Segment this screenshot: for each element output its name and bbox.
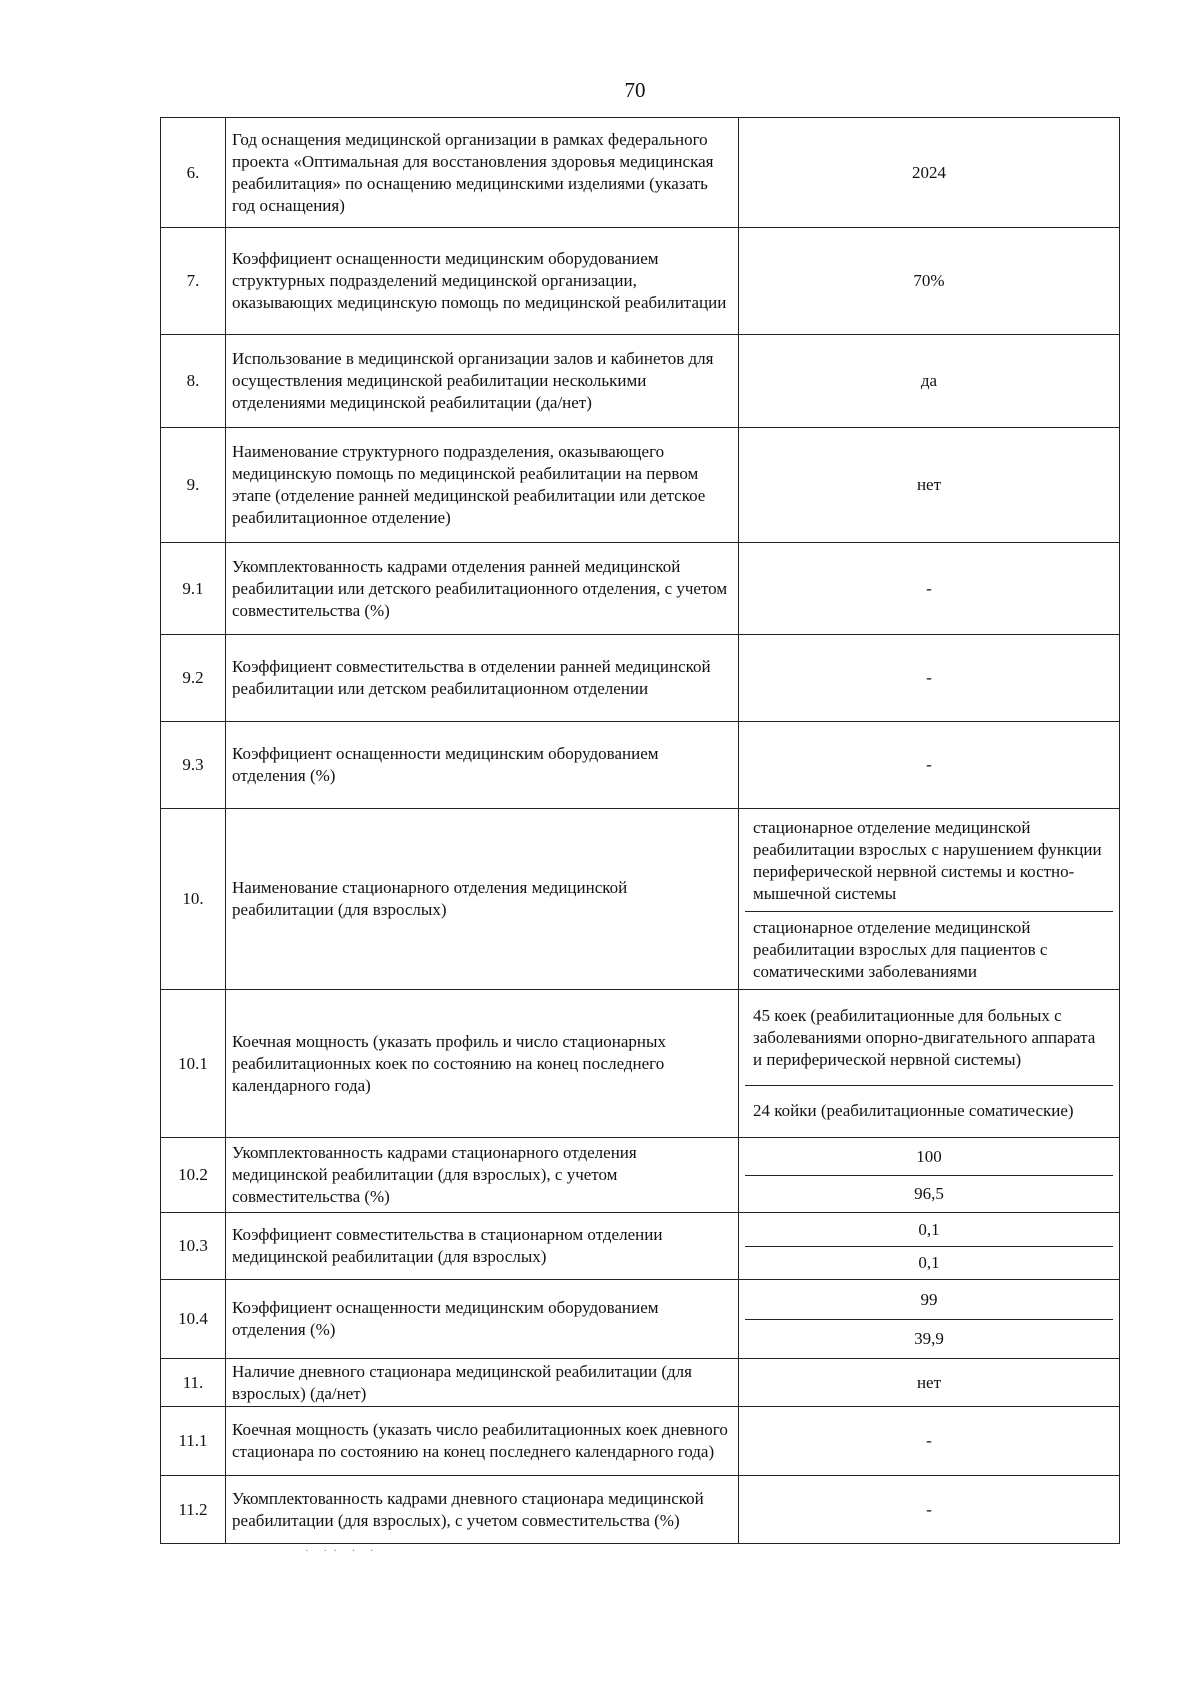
scan-artifact: · ·· · · bbox=[305, 1545, 380, 1557]
table-row bbox=[161, 335, 1120, 428]
table-row bbox=[161, 1280, 1120, 1359]
table-row bbox=[161, 1359, 1120, 1407]
table-row bbox=[161, 1407, 1120, 1476]
row-number: 10.2 bbox=[161, 1138, 226, 1213]
table-row bbox=[161, 543, 1120, 635]
row-values bbox=[739, 1213, 1120, 1280]
row-value: 45 коек (реабилитационные для больных с заболеваниями опорно-двигательного аппарата и периферической нервной системы) bbox=[753, 1006, 1096, 1069]
page-number: 70 bbox=[624, 78, 646, 102]
row-description: Год оснащения медицинской организации в рамках федерального проекта «Оптимальная для восстановления здоровья медицинская реабилитация» по оснащению медицинскими изделиями (указать год оснащения) bbox=[226, 118, 739, 228]
row-number: 9.1 bbox=[161, 543, 226, 635]
row-value: нет bbox=[739, 1359, 1120, 1407]
row-description: Коэффициент оснащенности медицинским оборудованием отделения (%) bbox=[226, 1280, 739, 1359]
row-value: 2024 bbox=[739, 118, 1120, 228]
row-value: 99 bbox=[920, 1290, 938, 1309]
row-number: 11.1 bbox=[161, 1407, 226, 1476]
row-number: 8. bbox=[161, 335, 226, 428]
row-value: стационарное отделение медицинской реабилитации взрослых с нарушением функции периферической нервной системы и костно-мышечной системы bbox=[753, 817, 1102, 903]
data-table bbox=[160, 117, 1120, 1544]
row-description: Укомплектованность кадрами дневного стационара медицинской реабилитации (для взрослых), с учетом совместительства (%) bbox=[226, 1476, 739, 1544]
row-value: 96,5 bbox=[745, 1175, 1113, 1211]
row-number: 9.3 bbox=[161, 722, 226, 809]
row-value: 24 койки (реабилитационные соматические) bbox=[745, 1085, 1113, 1136]
table-row bbox=[161, 1476, 1120, 1544]
row-number: 11. bbox=[161, 1359, 226, 1407]
row-value: 70% bbox=[739, 228, 1120, 335]
row-value: нет bbox=[739, 428, 1120, 543]
row-description: Коэффициент оснащенности медицинским оборудованием структурных подразделений медицинской организации, оказывающих медицинскую помощь по медицинской реабилитации bbox=[226, 228, 739, 335]
table-row bbox=[161, 118, 1120, 228]
row-description: Коэффициент совместительства в стационарном отделении медицинской реабилитации (для взрослых) bbox=[226, 1213, 739, 1280]
row-number: 11.2 bbox=[161, 1476, 226, 1544]
row-value: 0,1 bbox=[918, 1220, 940, 1239]
row-number: 10.4 bbox=[161, 1280, 226, 1359]
row-number: 7. bbox=[161, 228, 226, 335]
row-number: 10. bbox=[161, 809, 226, 990]
table-row bbox=[161, 722, 1120, 809]
row-number: 10.1 bbox=[161, 990, 226, 1138]
table-row bbox=[161, 809, 1120, 990]
table-row bbox=[161, 428, 1120, 543]
row-value: 39,9 bbox=[745, 1319, 1113, 1357]
row-number: 6. bbox=[161, 118, 226, 228]
row-description: Наименование структурного подразделения, оказывающего медицинскую помощь по медицинской реабилитации на первом этапе (отделение ранней медицинской реабилитации или детское реабилитационное отделение) bbox=[226, 428, 739, 543]
row-description: Использование в медицинской организации залов и кабинетов для осуществления медицинской реабилитации несколькими отделениями медицинской реабилитации (да/нет) bbox=[226, 335, 739, 428]
row-description: Коэффициент оснащенности медицинским оборудованием отделения (%) bbox=[226, 722, 739, 809]
row-number: 10.3 bbox=[161, 1213, 226, 1280]
row-values bbox=[739, 809, 1120, 990]
row-number: 9.2 bbox=[161, 635, 226, 722]
row-value: 0,1 bbox=[745, 1246, 1113, 1278]
row-description: Укомплектованность кадрами отделения ранней медицинской реабилитации или детского реабилитационного отделения, с учетом совместительства (%) bbox=[226, 543, 739, 635]
table-row bbox=[161, 1138, 1120, 1213]
row-value: 100 bbox=[916, 1147, 942, 1166]
row-description: Укомплектованность кадрами стационарного отделения медицинской реабилитации (для взрослых), с учетом совместительства (%) bbox=[226, 1138, 739, 1213]
row-number: 9. bbox=[161, 428, 226, 543]
row-values bbox=[739, 1280, 1120, 1359]
row-value: - bbox=[739, 1476, 1120, 1544]
row-value: - bbox=[739, 543, 1120, 635]
table-row bbox=[161, 228, 1120, 335]
row-value: - bbox=[739, 722, 1120, 809]
table-row bbox=[161, 990, 1120, 1138]
table-row bbox=[161, 1213, 1120, 1280]
row-description: Коечная мощность (указать профиль и число стационарных реабилитационных коек по состоянию на конец последнего календарного года) bbox=[226, 990, 739, 1138]
row-description: Коечная мощность (указать число реабилитационных коек дневного стационара по состоянию на конец последнего календарного года) bbox=[226, 1407, 739, 1476]
table-row bbox=[161, 635, 1120, 722]
row-value: - bbox=[739, 635, 1120, 722]
row-description: Коэффициент совместительства в отделении ранней медицинской реабилитации или детском реабилитационном отделении bbox=[226, 635, 739, 722]
row-description: Наименование стационарного отделения медицинской реабилитации (для взрослых) bbox=[226, 809, 739, 990]
row-description: Наличие дневного стационара медицинской реабилитации (для взрослых) (да/нет) bbox=[226, 1359, 739, 1407]
row-value: да bbox=[739, 335, 1120, 428]
row-value: стационарное отделение медицинской реабилитации взрослых для пациентов с соматическими заболеваниями bbox=[745, 911, 1113, 988]
row-values bbox=[739, 990, 1120, 1138]
row-values bbox=[739, 1138, 1120, 1213]
row-value: - bbox=[739, 1407, 1120, 1476]
